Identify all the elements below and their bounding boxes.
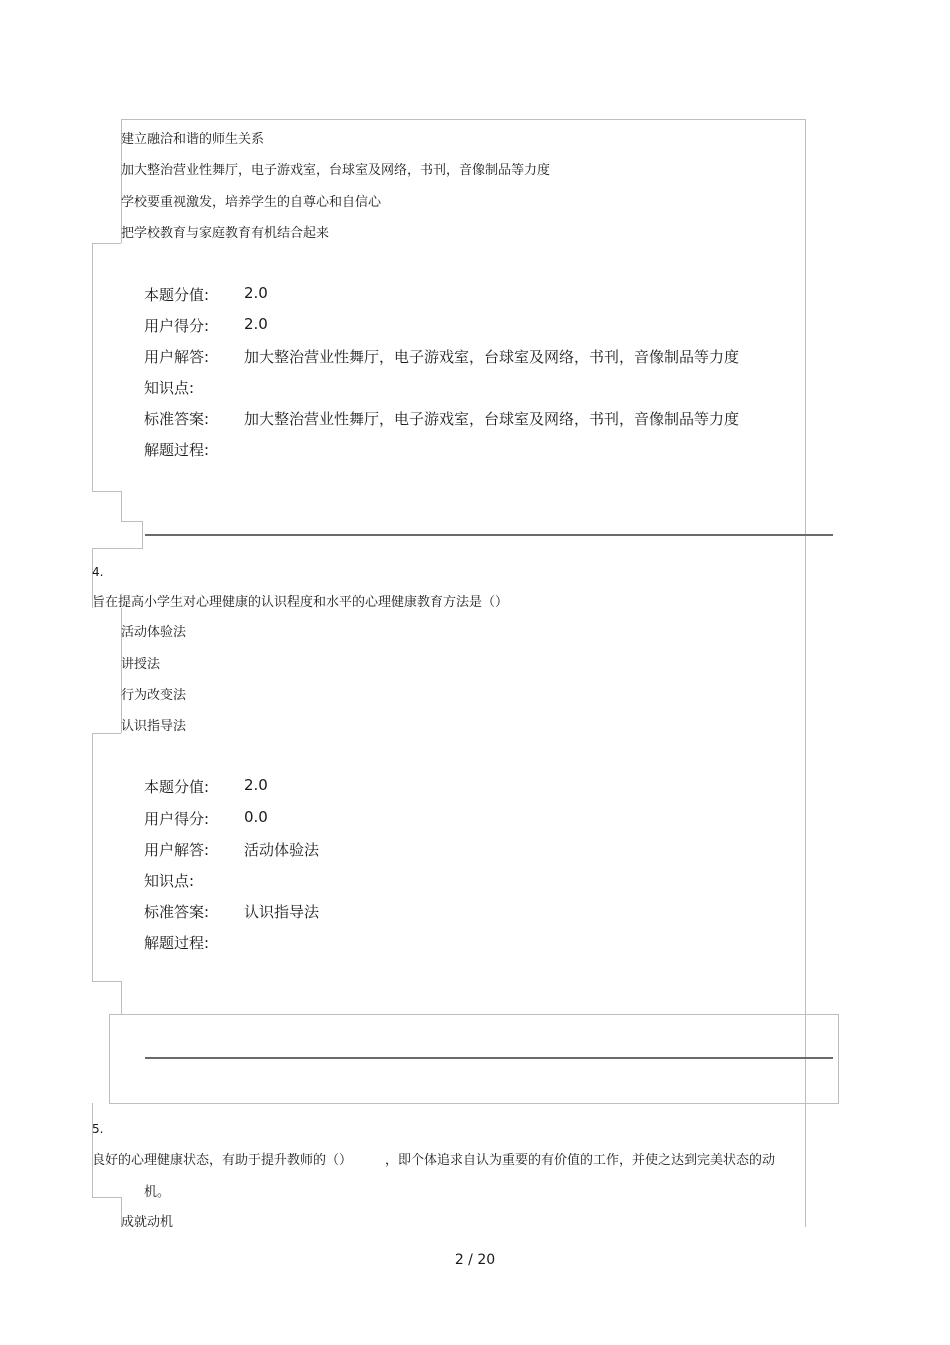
option-text: 建立融洽和谐的师生关系: [121, 132, 265, 147]
frame-line: [109, 1103, 839, 1104]
option-text: 讲授法: [121, 657, 161, 672]
user-score-label: 用户得分:: [144, 810, 210, 828]
frame-line: [92, 548, 143, 549]
option-text: 认识指导法: [121, 719, 187, 734]
knowledge-label: 知识点:: [144, 872, 195, 890]
user-answer-label: 用户解答:: [144, 348, 210, 366]
standard-answer-label: 标准答案:: [144, 903, 210, 921]
user-answer-label: 用户解答:: [144, 841, 210, 859]
frame-line: [109, 1014, 839, 1015]
frame-line: [838, 1014, 839, 1104]
user-score-value: 0.0: [244, 808, 268, 826]
option-text: 学校要重视激发，培养学生的自尊心和自信心: [121, 195, 382, 210]
frame-line: [92, 733, 93, 981]
question-separator: [145, 1057, 833, 1059]
user-answer-value: 活动体验法: [244, 841, 320, 859]
frame-line: [92, 243, 121, 244]
frame-line: [92, 733, 121, 734]
question-number: 4.: [92, 565, 104, 579]
solution-label: 解题过程:: [144, 441, 210, 459]
score-label: 本题分值:: [144, 778, 210, 796]
option-text: 加大整治营业性舞厅，电子游戏室，台球室及网络，书刊，音像制品等力度: [121, 163, 551, 178]
frame-line: [121, 521, 142, 522]
user-answer-value: 加大整治营业性舞厅，电子游戏室，台球室及网络，书刊，音像制品等力度: [244, 348, 740, 366]
frame-line: [92, 981, 121, 982]
frame-line: [92, 491, 121, 492]
standard-answer-value: 认识指导法: [244, 903, 320, 921]
page-number: 2 / 20: [454, 1252, 496, 1268]
standard-answer-label: 标准答案:: [144, 410, 210, 428]
question-separator: [145, 534, 833, 536]
frame-line: [92, 243, 93, 491]
option-text: 成就动机: [121, 1215, 174, 1230]
knowledge-label: 知识点:: [144, 379, 195, 397]
option-text: 活动体验法: [121, 625, 187, 640]
user-score-label: 用户得分:: [144, 317, 210, 335]
question-stem-continued: 机。: [144, 1185, 171, 1200]
score-value: 2.0: [244, 776, 268, 794]
solution-label: 解题过程:: [144, 934, 210, 952]
frame-line: [142, 521, 143, 548]
option-text: 行为改变法: [121, 688, 187, 703]
question-number: 5.: [92, 1122, 104, 1136]
user-score-value: 2.0: [244, 315, 268, 333]
question-stem: 良好的心理健康状态，有助于提升教师的（） ，即个体追求自认为重要的有价值的工作，并使之达到完美状态的动: [92, 1153, 776, 1168]
option-text: 把学校教育与家庭教育有机结合起来: [121, 226, 330, 241]
question-stem: 旨在提高小学生对心理健康的认识程度和水平的心理健康教育方法是（）: [92, 595, 509, 610]
frame-line: [805, 119, 806, 1227]
standard-answer-value: 加大整治营业性舞厅，电子游戏室，台球室及网络，书刊，音像制品等力度: [244, 410, 740, 428]
frame-line: [92, 1197, 121, 1198]
score-label: 本题分值:: [144, 286, 210, 304]
frame-line: [121, 119, 806, 120]
frame-line: [109, 1014, 110, 1104]
score-value: 2.0: [244, 284, 268, 302]
frame-line: [121, 491, 122, 521]
frame-line: [121, 981, 122, 1014]
